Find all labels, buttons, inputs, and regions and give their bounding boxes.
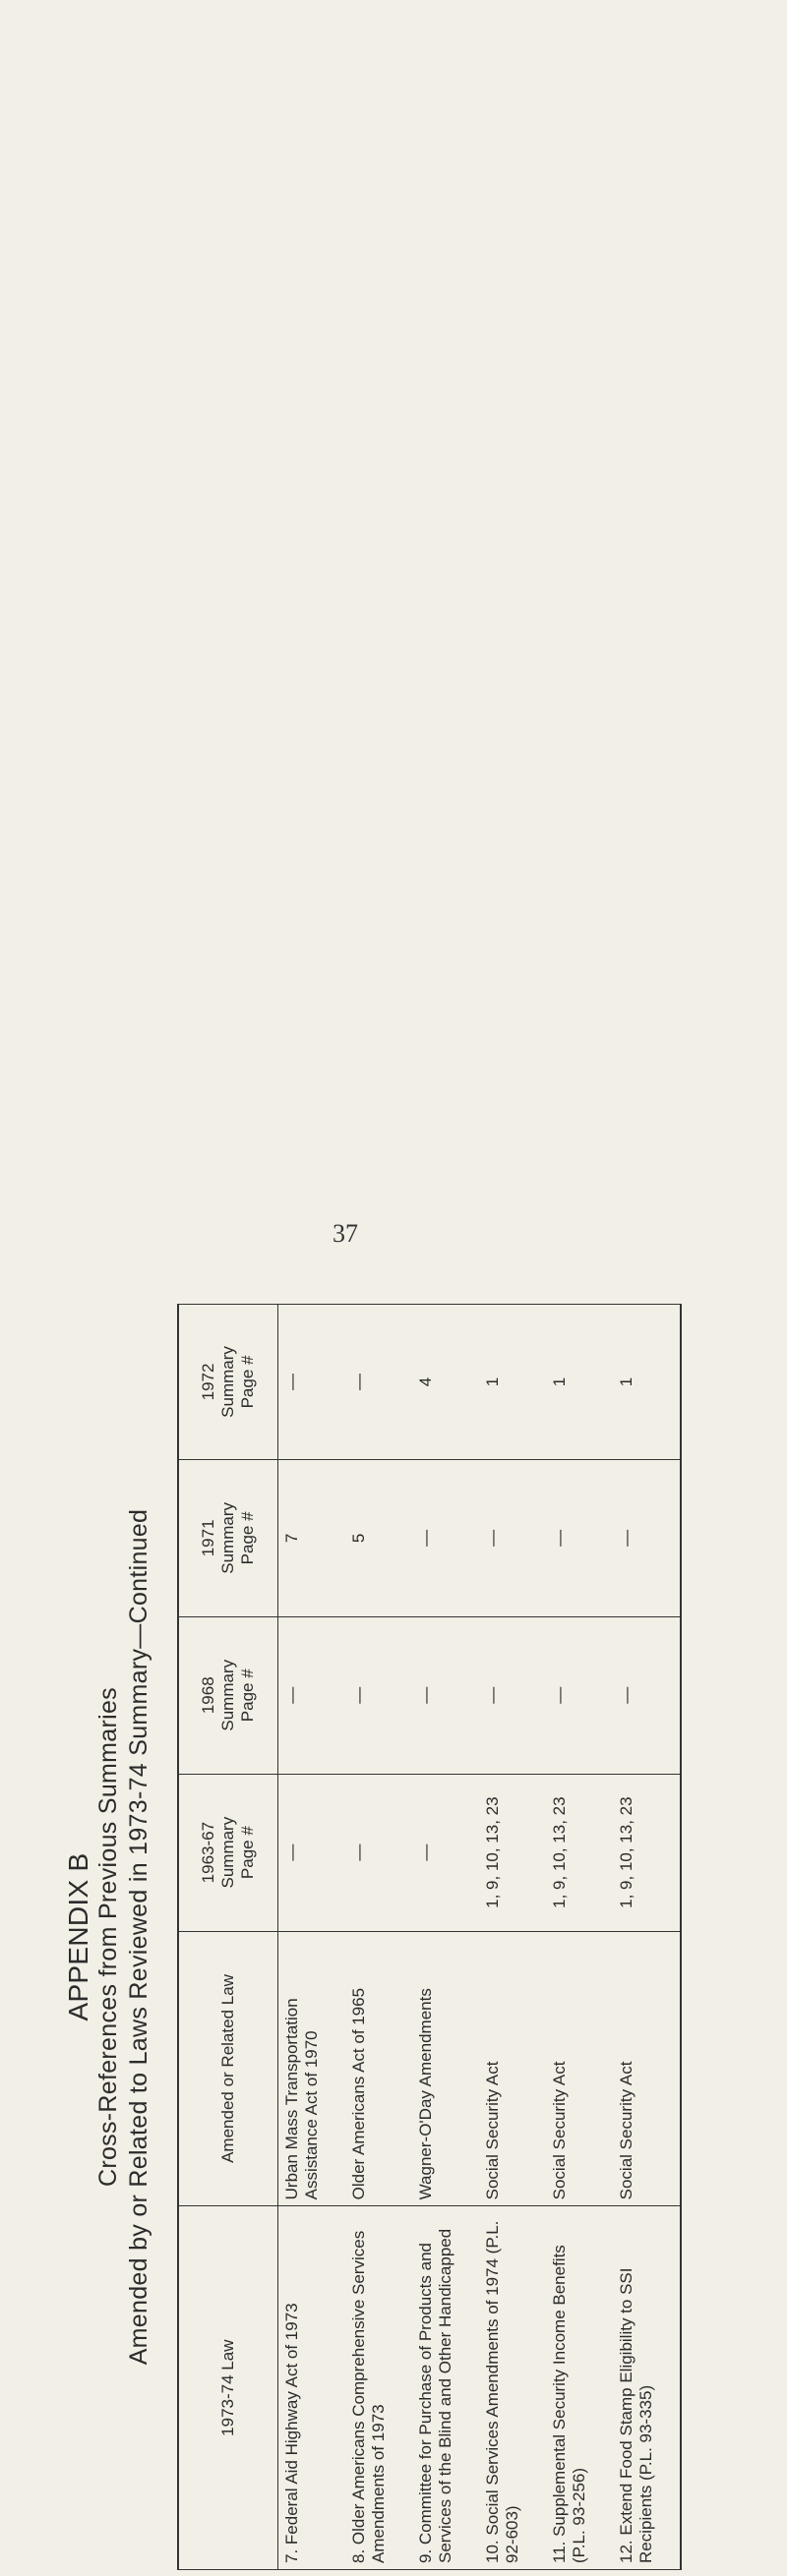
- appendix-subtitle: Cross-References from Previous Summaries: [94, 1687, 122, 2187]
- table-row: [278, 1305, 346, 2570]
- cell-1968: —: [278, 1616, 346, 1774]
- cell-amended: Social Security Act: [613, 1931, 681, 2206]
- cell-1972: —: [345, 1305, 412, 1460]
- cell-1972: 1: [546, 1305, 613, 1460]
- table-row: [412, 1305, 479, 2570]
- cell-1963-67: 1, 9, 10, 13, 23: [613, 1774, 681, 1931]
- cell-1971: —: [613, 1459, 681, 1616]
- cell-1963-67: —: [412, 1774, 479, 1931]
- cell-1972: 1: [479, 1305, 546, 1460]
- col-header-amended: Amended or Related Law: [178, 1931, 278, 2206]
- cell-1968: —: [479, 1616, 546, 1774]
- cell-amended: Social Security Act: [479, 1931, 546, 2206]
- appendix-title: APPENDIX B: [63, 1852, 93, 2021]
- cell-1963-67: —: [278, 1774, 346, 1931]
- appendix-subtitle-2: Amended by or Related to Laws Reviewed in 1973-74 Summary—Continued: [125, 1508, 152, 2366]
- cell-law: 8. Older Americans Comprehensive Services Amendments of 1973: [345, 2206, 412, 2570]
- cell-1971: —: [546, 1459, 613, 1616]
- cell-1972: 4: [412, 1305, 479, 1460]
- cell-1971: 7: [278, 1459, 346, 1616]
- cell-1968: —: [412, 1616, 479, 1774]
- cross-reference-table: [177, 1304, 682, 2570]
- table-row: [546, 1305, 613, 2570]
- page-number: 37: [333, 1219, 358, 1248]
- cell-law: 12. Extend Food Stamp Eligibility to SSI Recipients (P.L. 93-335): [613, 2206, 681, 2570]
- col-header-1971: 1971 Summary Page #: [178, 1459, 278, 1616]
- cell-amended: Wagner-O'Day Amendments: [412, 1931, 479, 2206]
- col-header-law: 1973-74 Law: [178, 2206, 278, 2570]
- col-header-1968: 1968 Summary Page #: [178, 1616, 278, 1774]
- cell-amended: Social Security Act: [546, 1931, 613, 2206]
- cell-1971: 5: [345, 1459, 412, 1616]
- table-header-row: [178, 1305, 278, 2570]
- cell-amended: Urban Mass Transportation Assistance Act of 1970: [278, 1931, 346, 2206]
- cell-1963-67: 1, 9, 10, 13, 23: [479, 1774, 546, 1931]
- cell-law: 10. Social Services Amendments of 1974 (P.L. 92-603): [479, 2206, 546, 2570]
- cell-1971: —: [412, 1459, 479, 1616]
- col-header-1972: 1972 Summary Page #: [178, 1305, 278, 1460]
- table-row: [613, 1305, 681, 2570]
- cell-1968: —: [546, 1616, 613, 1774]
- cell-amended: Older Americans Act of 1965: [345, 1931, 412, 2206]
- cell-law: 11. Supplemental Security Income Benefits (P.L. 93-256): [546, 2206, 613, 2570]
- cell-1968: —: [613, 1616, 681, 1774]
- cell-law: 9. Committee for Purchase of Products and Services of the Blind and Other Handicapped: [412, 2206, 479, 2570]
- cell-1971: —: [479, 1459, 546, 1616]
- cell-1963-67: —: [345, 1774, 412, 1931]
- table-row: [345, 1305, 412, 2570]
- cell-1972: —: [278, 1305, 346, 1460]
- cell-1963-67: 1, 9, 10, 13, 23: [546, 1774, 613, 1931]
- cell-law: 7. Federal Aid Highway Act of 1973: [278, 2206, 346, 2570]
- col-header-1963-67: 1963-67 Summary Page #: [178, 1774, 278, 1931]
- cell-1968: —: [345, 1616, 412, 1774]
- table-row: [479, 1305, 546, 2570]
- rotated-page: [59, 1298, 748, 2576]
- cell-1972: 1: [613, 1305, 681, 1460]
